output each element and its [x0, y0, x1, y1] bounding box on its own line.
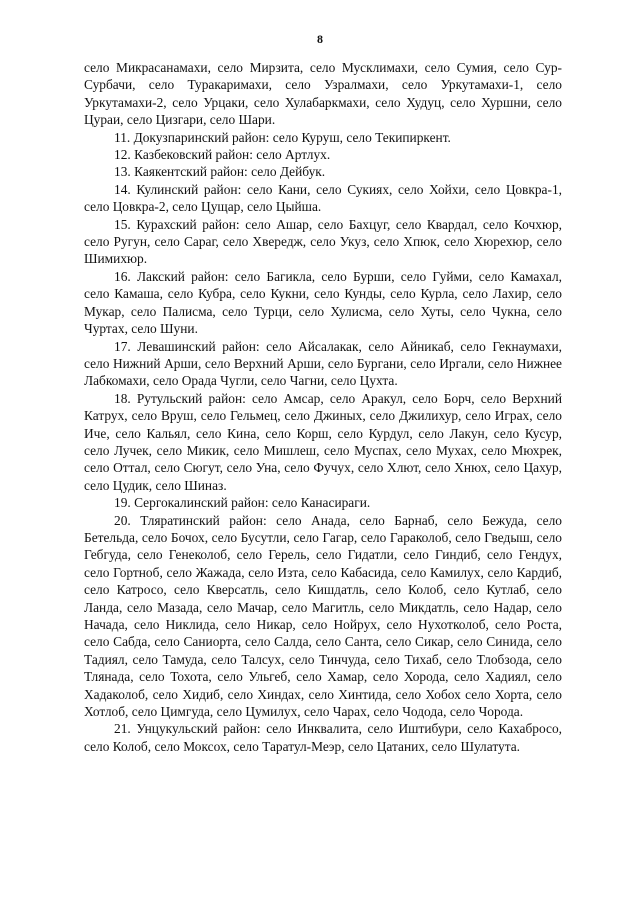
paragraph-item-20: 20. Тляратинский район: село Анада, село Барнаб, село Бежуда, село Бетельда, село Бочох, село Бусутли, село Гагар, село Гараколоб, село Гведыш, село Гебгуда, село Генеколоб, село Герель, село Гидатли, село Гиндиб, село Гендух, село Гортноб, село Жажада, село Изта, село Кабасида, село Камилух, село Кардиб, село Катросо, село Кверсатль, село Кишдатль, село Колоб, село Кутлаб, село Ланда, село Мазада, село Мачар, село Магитль, село Микдатль, село Надар, село Начада, село Никлида, село Никар, село Нойрух, село Нухотколоб, село Роста, село Сабда, село Саниорта, село Салда, село Санта, село Сикар, село Синида, село Тадиял, село Тамуда, село Талсух, село Тинчуда, село Тихаб, село Тлобзода, село Тлянада, село Тохота, село Ульгеб, село Хамар, село Хорода, село Хадиял, село Хадаколоб, село Хидиб, село Хиндах, село Хинтида, село Хобох село Хорта, село Хотлоб, село Цимгуда, село Цумилух, село Чарах, село Чодода, село Чорода. — [84, 512, 562, 720]
page-number: 8 — [317, 32, 323, 46]
paragraph-item-14: 14. Кулинский район: село Кани, село Сукиях, село Хойхи, село Цовкра-1, село Цовкра-2, село Цущар, село Цыйша. — [84, 181, 562, 215]
paragraph-item-12: 12. Казбековский район: село Артлух. — [114, 147, 331, 163]
document-body — [84, 59, 562, 755]
paragraph-continuation: село Микрасанамахи, село Мирзита, село Мусклимахи, село Сумия, село Сур-Сурбачи, село Туракаримахи, село Узралмахи, село Уркутамахи-1, село Уркутамахи-2, село Урцаки, село Хулабаркмахи, село Худуц, село Хуршни, село Цураи, село Цизгари, село Шари. — [84, 60, 562, 128]
paragraph-item-18: 18. Рутульский район: село Амсар, село Аракул, село Борч, село Верхний Катрух, село Вруш, село Гельмец, село Джиных, село Джилихур, село Играх, село Иче, село Кальял, село Кина, село Корш, село Курдул, село Лакун, село Кусур, село Лучек, село Микик, село Мишлеш, село Муспах, село Мухах, село Мюхрек, село Оттал, село Сюгут, село Уна, село Фучух, село Хлют, село Хнюх, село Цахур, село Цудик, село Шиназ. — [84, 390, 562, 493]
paragraph-item-19: 19. Сергокалинский район: село Канасираги. — [114, 495, 371, 511]
paragraph-item-11: 11. Докузпаринский район: село Куруш, село Текипиркент. — [114, 129, 451, 145]
paragraph-item-13: 13. Каякентский район: село Дейбук. — [114, 164, 326, 180]
paragraph-item-21: 21. Унцукульский район: село Инквалита, село Иштибури, село Кахабросо, село Колоб, село Моксох, село Таратул-Меэр, село Цатаних, село Шулатута. — [84, 721, 562, 754]
paragraph-item-17: 17. Левашинский район: село Айсалакак, село Айникаб, село Гекнаумахи, село Нижний Арши, село Верхний Арши, село Бургани, село Иргали, село Нижнее Лабкомахи, село Орада Чугли, село Чагни, село Цухта. — [84, 338, 562, 389]
paragraph-item-16: 16. Лакский район: село Багикла, село Бурши, село Гуйми, село Камахал, село Камаша, село Кубра, село Кукни, село Кунды, село Курла, село Лахир, село Мукар, село Палисма, село Турци, село Хулисма, село Хуты, село Чукна, село Чуртах, село Шуни. — [84, 268, 562, 337]
paragraph-item-15: 15. Курахский район: село Ашар, село Бахцуг, село Квардал, село Кочхюр, село Ругун, село Сараг, село Хвередж, село Укуз, село Хпюк, село Хюрехюр, село Шимихюр. — [84, 216, 562, 267]
